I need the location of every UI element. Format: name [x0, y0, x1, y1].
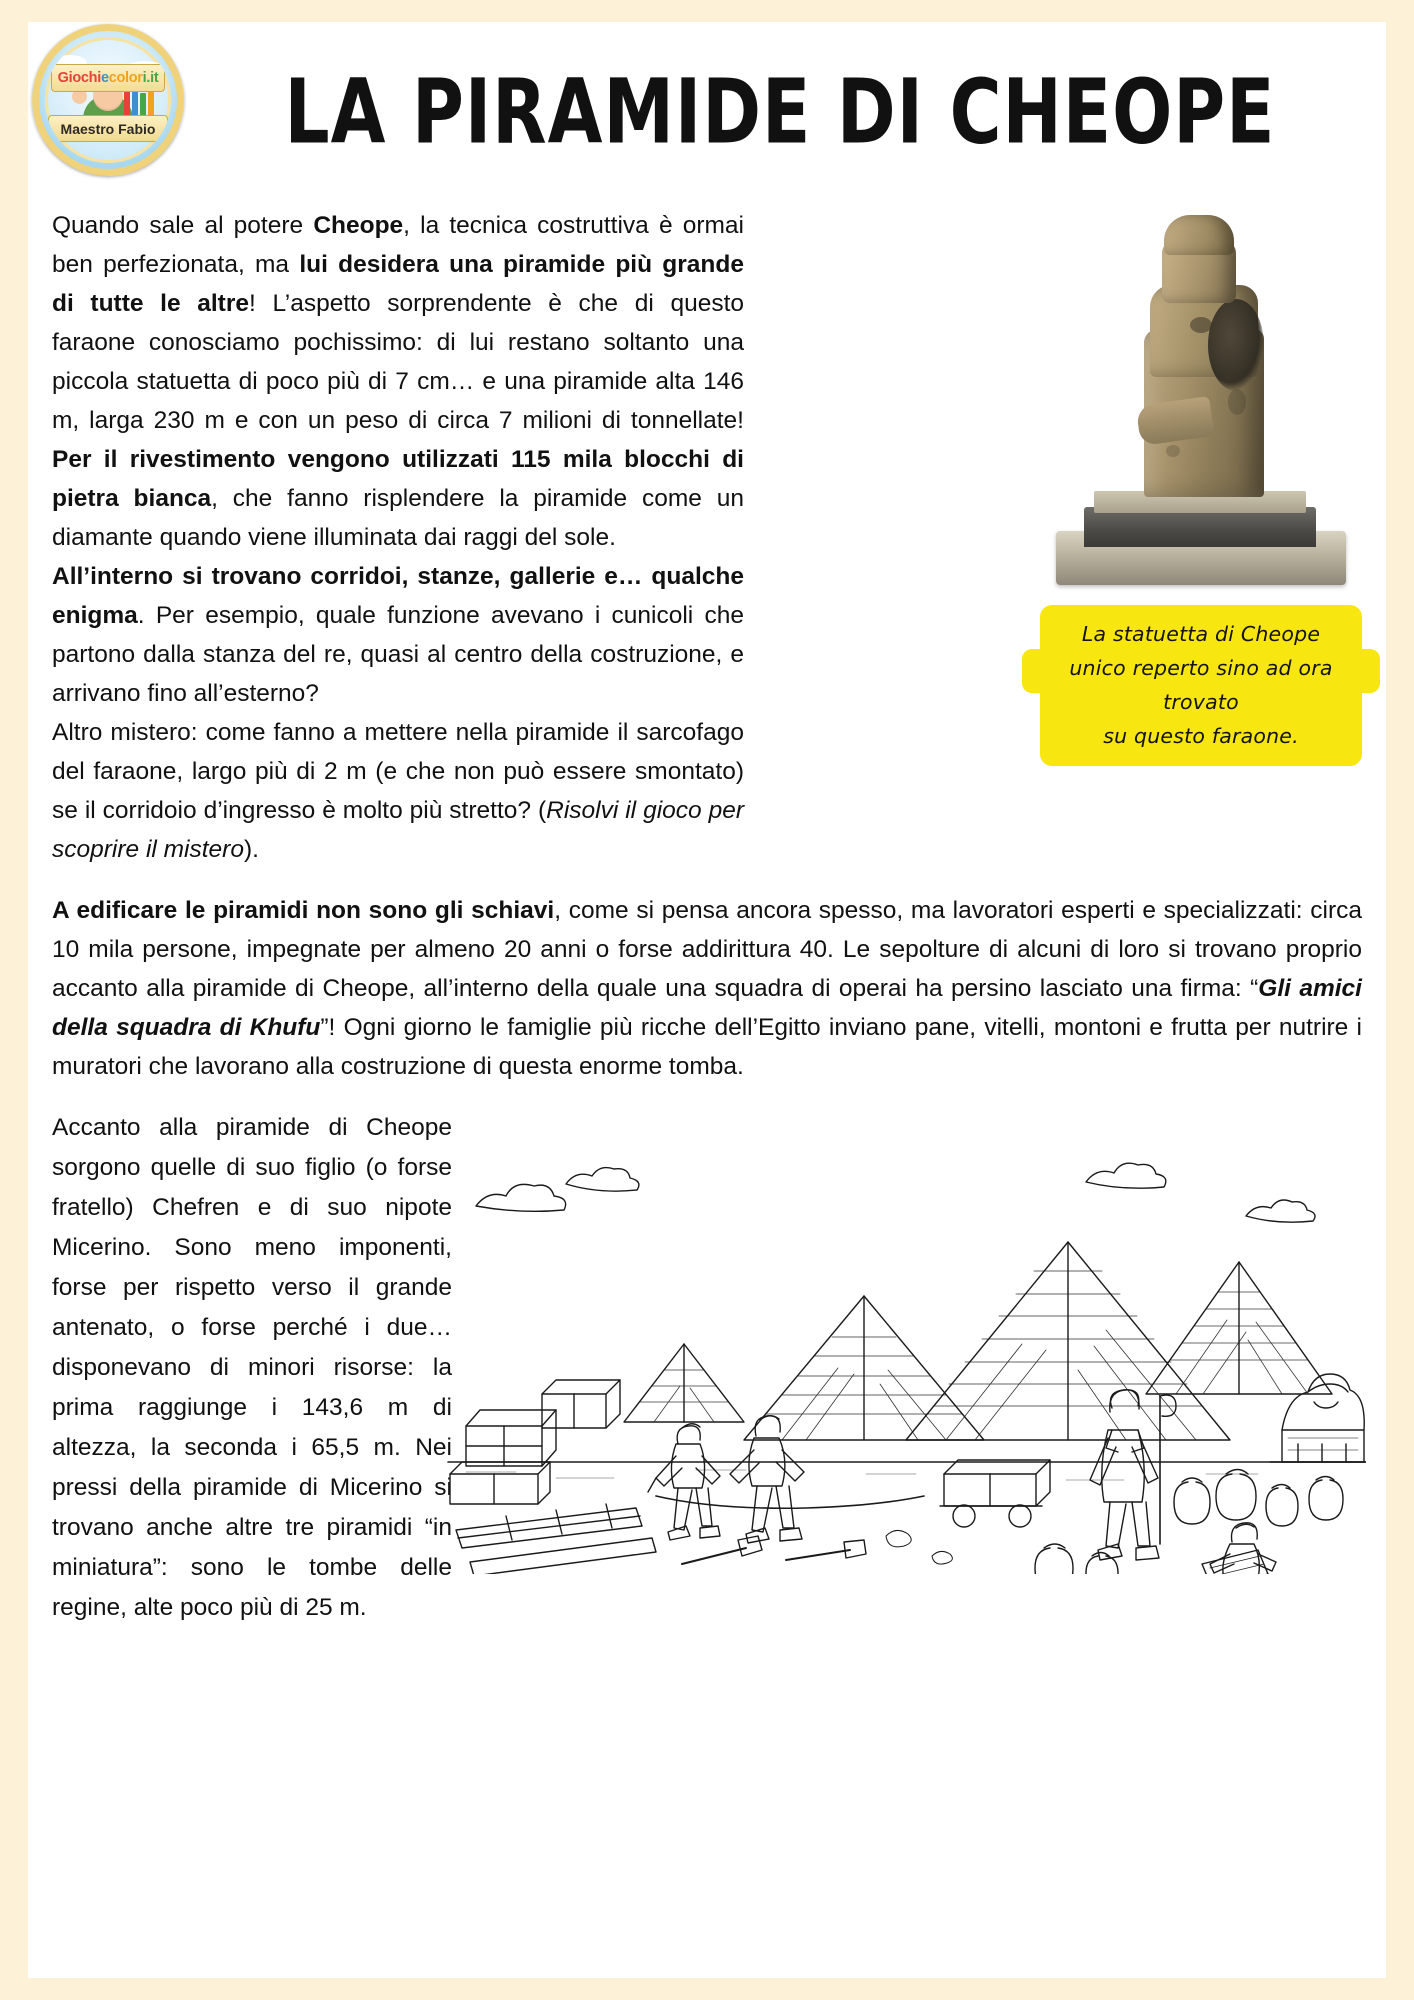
- paragraph-builders: [52, 891, 1362, 1086]
- worksheet-page: [28, 22, 1386, 1978]
- para3-seg2: ).: [243, 836, 259, 863]
- statue-wear-spot: [1166, 445, 1180, 457]
- top-section: [52, 206, 1362, 863]
- caption-yellow-box: [1040, 605, 1362, 766]
- statue-shadow-patch: [1208, 299, 1264, 391]
- para2-seg1: . Per esempio, quale funzione avevano i cunicoli che partono dalla stanza del re, quasi al centro della costruzione, e arrivano fino all’esterno?: [52, 602, 744, 707]
- paragraph-mystery: [52, 713, 744, 869]
- caption-line-2: unico reperto sino ad ora trovato: [1069, 656, 1333, 714]
- para1-bold1: Cheope: [313, 212, 404, 239]
- statue-wear-spot: [1228, 389, 1246, 415]
- para1-bold3: Per il rivestimento vengono utilizzati 115 mila blocchi di pietra bianca: [52, 446, 744, 512]
- page-content: [28, 206, 1386, 1621]
- giza-pyramids-workers-line-drawing: [446, 1144, 1366, 1574]
- logo-author-name: Maestro Fabio: [48, 115, 168, 142]
- logo-name-part-3: color: [108, 70, 143, 86]
- statue-base-dark: [1084, 507, 1316, 547]
- caption-line-1: La statuetta di Cheope: [1081, 622, 1321, 646]
- logo-site-name: [51, 64, 165, 92]
- statue-figure: [1040, 206, 1362, 766]
- page-title: LA PIRAMIDE DI CHEOPE: [284, 60, 1276, 165]
- builders-section: [52, 869, 1362, 1086]
- statue-crown: [1164, 215, 1234, 255]
- caption-line-3: su questo faraone.: [1103, 724, 1299, 748]
- statue-caption: [1040, 605, 1362, 766]
- para3-seg1: Altro mistero: come fanno a mettere nella piramide il sarcofago del faraone, largo più di 2 m (e che non può essere smontato) se il corridoio d’ingresso è molto più stretto? (: [52, 719, 744, 824]
- para4-bolditalic1: Gli amici della squadra di Khufu: [52, 975, 1362, 1041]
- para1-seg4: , che fanno risplendere la piramide come un diamante quando viene illuminata dai raggi del sole.: [52, 485, 744, 551]
- para4-seg2: ”! Ogni giorno le famiglie più ricche dell’Egitto inviano pane, vitelli, montoni e frutta per nutrire i muratori che lavorano alla costruzione di questa enorme tomba.: [52, 1014, 1362, 1080]
- para4-bold1: A edificare le piramidi non sono gli schiavi: [52, 897, 555, 924]
- para1-seg3: ! L’aspetto sorprendente è che di questo faraone conosciamo pochissimo: di lui restano soltanto una piccola statuetta di poco più di 7 cm… e una piramide alta 146 m, larga 230 m e con un peso di circa 7 milioni di tonnellate!: [52, 290, 744, 434]
- para1-bold2: lui desidera una piramide più grande di tutte le altre: [52, 251, 744, 317]
- site-logo-badge: [32, 24, 184, 176]
- logo-name-part-2: e: [100, 70, 109, 86]
- para1-seg1: Quando sale al potere: [52, 212, 314, 239]
- paragraph-neighbours: Accanto alla piramide di Cheope sorgono quelle di suo figlio (o forse fratello) Chefren e di suo nipote Micerino. Sono meno imponenti, forse per rispetto verso il grande antenato, o forse perché i due… disponevano di minori risorse: la prima raggiunge i 143,6 m di altezza, la seconda i 65,5 m. Nei pressi della piramide di Micerino si trovano anche altre tre piramidi “in miniatura”: sono le tombe delle regine, alte poco più di 25 m.: [52, 1114, 452, 1621]
- bottom-section: [52, 1108, 1362, 1621]
- neighbour-pyramids-column: [52, 1108, 452, 1628]
- para1-seg2: , la tecnica costruttiva è ormai ben perfezionata, ma: [52, 212, 744, 278]
- paragraph-intro: [52, 206, 744, 557]
- logo-inner-disc: [45, 37, 171, 163]
- statue-wear-spot: [1190, 317, 1212, 333]
- intro-text-column: [52, 206, 744, 869]
- para4-seg1: , come si pensa ancora spesso, ma lavoratori esperti e specializzati: circa 10 mila persone, impegnate per almeno 20 anni o forse addirittura 40. Le sepolture di alcuni di loro si trovano proprio accanto alla piramide di Cheope, all’interno della quale una squadra di operai ha persino lasciato una firma: “: [52, 897, 1362, 1002]
- para3-italic1: Risolvi il gioco per scoprire il mistero: [52, 797, 744, 863]
- para2-bold1: All’interno si trovano corridoi, stanze, gallerie e… qualche enigma: [52, 563, 744, 629]
- logo-name-part-1: Giochi: [57, 70, 101, 86]
- page-header: [28, 22, 1386, 192]
- logo-name-part-4: i.it: [142, 70, 159, 86]
- cheops-statuette-photo: [1040, 206, 1362, 591]
- paragraph-interior: [52, 557, 744, 713]
